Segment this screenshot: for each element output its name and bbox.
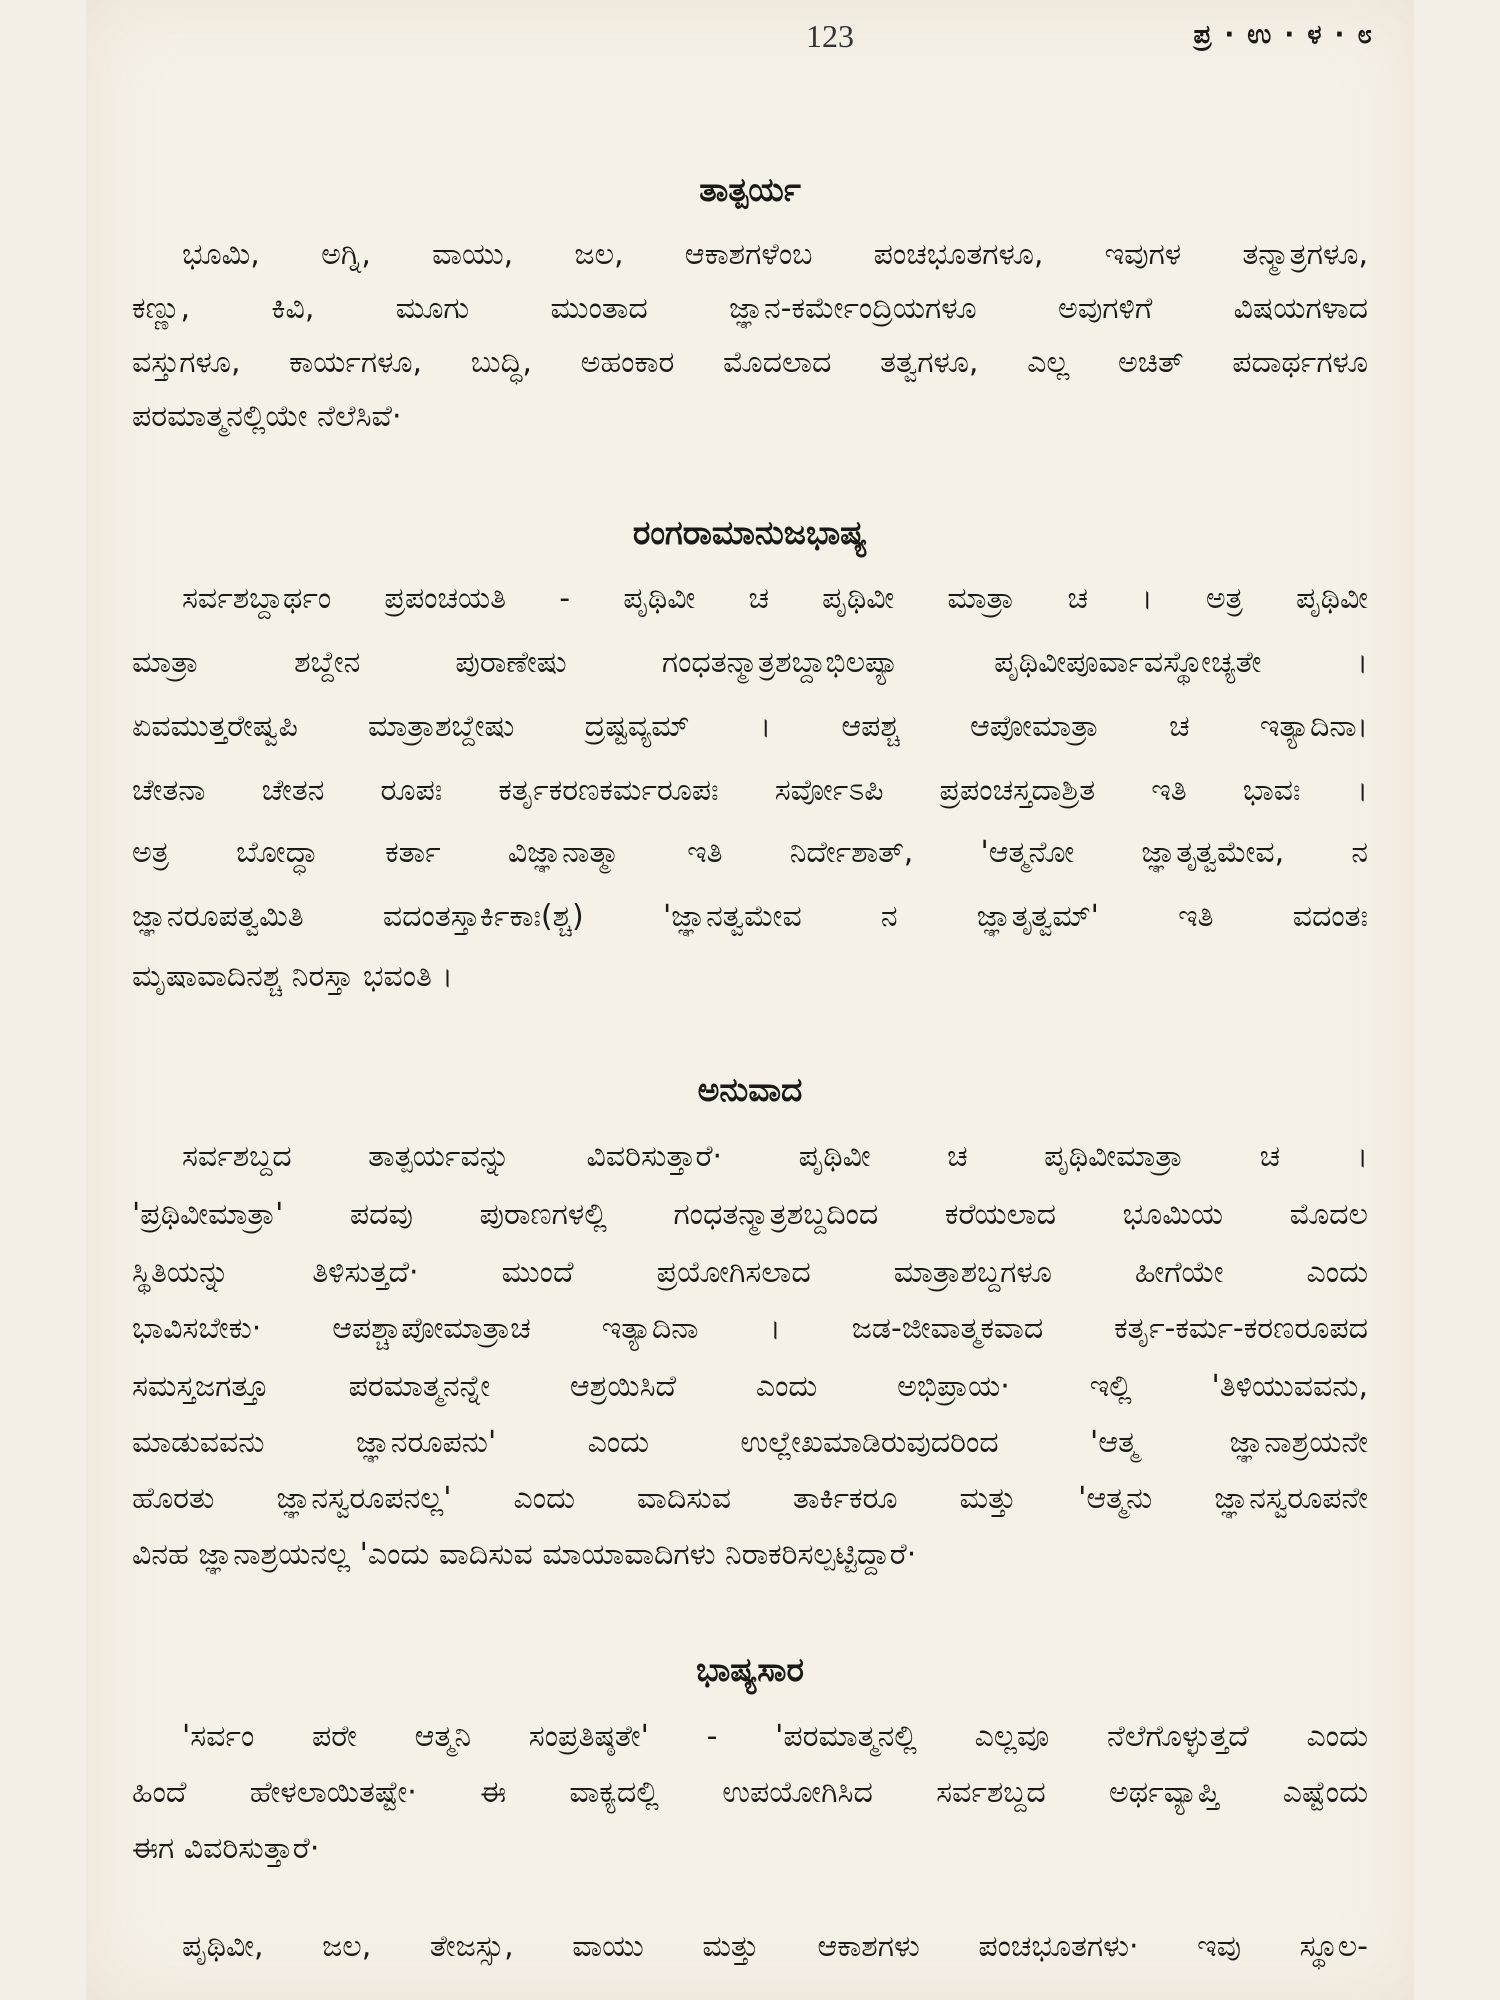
book-page bbox=[86, 0, 1414, 2000]
paragraph-line: ಭೂಮಿ, ಅಗ್ನಿ, ವಾಯು, ಜಲ, ಆಕಾಶಗಳೆಂಬ ಪಂಚಭೂತಗಳೂ, ಇವುಗಳ ತನ್ಮಾತ್ರಗಳೂ, bbox=[182, 237, 1368, 272]
paragraph-line: ಪೃಥಿವೀ, ಜಲ, ತೇಜಸ್ಸು, ವಾಯು ಮತ್ತು ಆಕಾಶಗಳು ಪಂಚಭೂತಗಳು· ಇವು ಸ್ಥೂಲ- bbox=[182, 1929, 1368, 1964]
heading-tatparya: ತಾತ್ಪರ್ಯ bbox=[699, 170, 801, 209]
paragraph-line: ಮಾತ್ರಾ ಶಬ್ದೇನ ಪುರಾಣೇಷು ಗಂಧತನ್ಮಾತ್ರಶಬ್ದಾಭಿಲಪ್ಯಾ ಪೃಥಿವೀಪೂರ್ವಾವಸ್ಥೋಚ್ಯತೇ । bbox=[132, 645, 1368, 680]
paragraph-line: ಕಣ್ಣು, ಕಿವಿ, ಮೂಗು ಮುಂತಾದ ಜ್ಞಾನ-ಕರ್ಮೇಂದ್ರಿಯಗಳೂ ಅವುಗಳಿಗೆ ವಿಷಯಗಳಾದ bbox=[132, 291, 1368, 326]
paragraph-line: ಸ್ಥಿತಿಯನ್ನು ತಿಳಿಸುತ್ತದೆ· ಮುಂದೆ ಪ್ರಯೋಗಿಸಲಾದ ಮಾತ್ರಾಶಬ್ದಗಳೂ ಹೀಗೆಯೇ ಎಂದು bbox=[132, 1255, 1368, 1290]
heading-anuvada: ಅನುವಾದ bbox=[697, 1070, 803, 1109]
paragraph-line: ಭಾವಿಸಬೇಕು· ಆಪಶ್ಚಾಪೋಮಾತ್ರಾಚ ಇತ್ಯಾದಿನಾ । ಜಡ-ಜೀವಾತ್ಮಕವಾದ ಕರ್ತೃ-ಕರ್ಮ-ಕರಣರೂಪದ bbox=[132, 1311, 1368, 1346]
paragraph-line: 'ಪ್ರಥಿವೀಮಾತ್ರಾ' ಪದವು ಪುರಾಣಗಳಲ್ಲಿ ಗಂಧತನ್ಮಾತ್ರಶಬ್ದದಿಂದ ಕರೆಯಲಾದ ಭೂಮಿಯ ಮೊದಲ bbox=[132, 1197, 1368, 1232]
paragraph-line: ಹಿಂದೆ ಹೇಳಲಾಯಿತಷ್ಟೇ· ಈ ವಾಕ್ಯದಲ್ಲಿ ಉಪಯೋಗಿಸಿದ ಸರ್ವಶಬ್ದದ ಅರ್ಥವ್ಯಾಪ್ತಿ ಎಷ್ಟೆಂದು bbox=[132, 1775, 1368, 1810]
paragraph-line: ಈಗ ವಿವರಿಸುತ್ತಾರೆ· bbox=[132, 1831, 320, 1866]
paragraph-line: ಮೃಷಾವಾದಿನಶ್ಚ ನಿರಸ್ತಾ ಭವಂತಿ । bbox=[132, 959, 453, 994]
paragraph-line: ಪರಮಾತ್ಮನಲ್ಲಿಯೇ ನೆಲೆಸಿವೆ· bbox=[132, 399, 402, 434]
paragraph-line: ಸಮಸ್ತಜಗತ್ತೂ ಪರಮಾತ್ಮನನ್ನೇ ಆಶ್ರಯಿಸಿದೆ ಎಂದು ಅಭಿಪ್ರಾಯ· ಇಲ್ಲಿ 'ತಿಳಿಯುವವನು, bbox=[132, 1369, 1368, 1404]
page-number: 123 bbox=[806, 18, 854, 54]
paragraph-line: ವಿನಹ ಜ್ಞಾನಾಶ್ರಯನಲ್ಲ 'ಎಂದು ವಾದಿಸುವ ಮಾಯಾವಾದಿಗಳು ನಿರಾಕರಿಸಲ್ಪಟ್ಟಿದ್ದಾರೆ· bbox=[132, 1537, 917, 1572]
paragraph-line: ಮಾಡುವವನು ಜ್ಞಾನರೂಪನು' ಎಂದು ಉಲ್ಲೇಖಮಾಡಿರುವುದರಿಂದ 'ಆತ್ಮ ಜ್ಞಾನಾಶ್ರಯನೇ bbox=[132, 1425, 1368, 1460]
heading-bhashyasara: ಭಾಷ್ಯಸಾರ bbox=[696, 1650, 804, 1689]
paragraph-line: ಏವಮುತ್ತರೇಷ್ವಪಿ ಮಾತ್ರಾಶಬ್ದೇಷು ದ್ರಷ್ಟವ್ಯಮ್ । ಆಪಶ್ಚ ಆಪೋಮಾತ್ರಾ ಚ ಇತ್ಯಾದಿನಾ। bbox=[132, 709, 1368, 744]
heading-rangaramanuja-bhashya: ರಂಗರಾಮಾನುಜಭಾಷ್ಯ bbox=[632, 513, 868, 552]
paragraph-line: ಚೇತನಾ ಚೇತನ ರೂಪಃ ಕರ್ತೃಕರಣಕರ್ಮರೂಪಃ ಸರ್ವೋಽಪಿ ಪ್ರಪಂಚಸ್ತದಾಶ್ರಿತ ಇತಿ ಭಾವಃ । bbox=[132, 773, 1368, 808]
paragraph-line: ವಸ್ತುಗಳೂ, ಕಾರ್ಯಗಳೂ, ಬುದ್ಧಿ, ಅಹಂಕಾರ ಮೊದಲಾದ ತತ್ವಗಳೂ, ಎಲ್ಲ ಅಚಿತ್ ಪದಾರ್ಥಗಳೂ bbox=[132, 345, 1368, 380]
paragraph-line: ಸರ್ವಶಬ್ದಾರ್ಥಂ ಪ್ರಪಂಚಯತಿ - ಪೃಥಿವೀ ಚ ಪೃಥಿವೀ ಮಾತ್ರಾ ಚ । ಅತ್ರ ಪೃಥಿವೀ bbox=[182, 581, 1368, 616]
paragraph-line: 'ಸರ್ವಂ ಪರೇ ಆತ್ಮನಿ ಸಂಪ್ರತಿಷ್ಠತೇ' - 'ಪರಮಾತ್ಮನಲ್ಲಿ ಎಲ್ಲವೂ ನೆಲೆಗೊಳ್ಳುತ್ತದೆ ಎಂದು bbox=[182, 1719, 1368, 1754]
page-header-code: ಪ್ರ · ಉ · ಳ · ೮ bbox=[1193, 20, 1374, 50]
paragraph-line: ಅತ್ರ ಬೋದ್ಧಾ ಕರ್ತಾ ವಿಜ್ಞಾನಾತ್ಮಾ ಇತಿ ನಿರ್ದೇಶಾತ್, 'ಆತ್ಮನೋ ಜ್ಞಾತೃತ್ವಮೇವ, ನ bbox=[132, 835, 1368, 870]
paragraph-line: ಸರ್ವಶಬ್ದದ ತಾತ್ಪರ್ಯವನ್ನು ವಿವರಿಸುತ್ತಾರೆ· ಪೃಥಿವೀ ಚ ಪೃಥಿವೀಮಾತ್ರಾ ಚ । bbox=[182, 1139, 1368, 1174]
paragraph-line: ಹೊರತು ಜ್ಞಾನಸ್ವರೂಪನಲ್ಲ' ಎಂದು ವಾದಿಸುವ ತಾರ್ಕಿಕರೂ ಮತ್ತು 'ಆತ್ಮನು ಜ್ಞಾನಸ್ವರೂಪನೇ bbox=[132, 1481, 1368, 1516]
paragraph-line: ಜ್ಞಾನರೂಪತ್ವಮಿತಿ ವದಂತಸ್ತಾರ್ಕಿಕಾಃ(ಶ್ಚ) 'ಜ್ಞಾನತ್ವಮೇವ ನ ಜ್ಞಾತೃತ್ವಮ್' ಇತಿ ವದಂತಃ bbox=[132, 899, 1368, 934]
